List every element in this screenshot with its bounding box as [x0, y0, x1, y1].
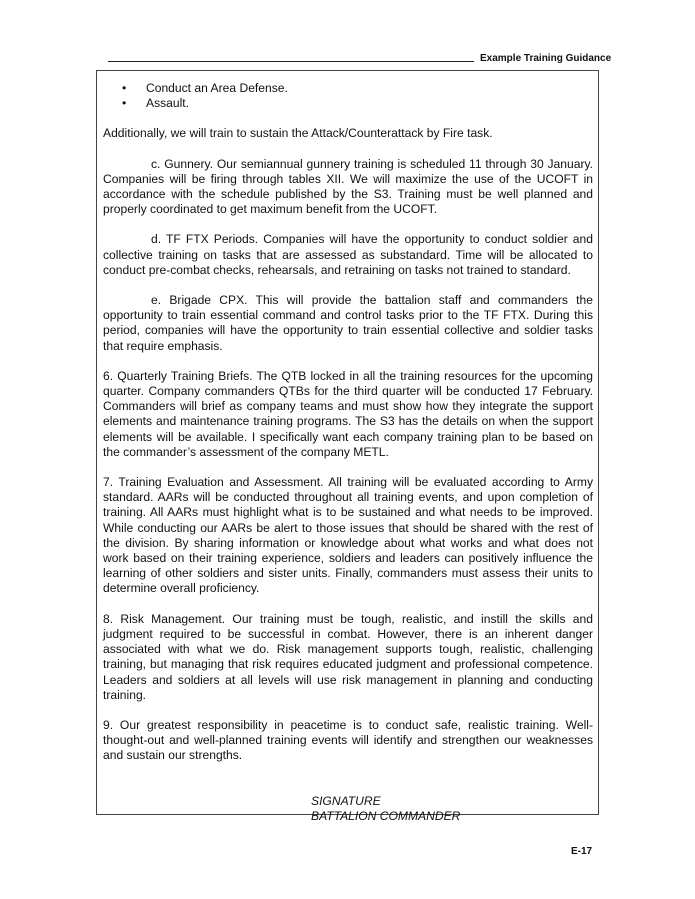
- signature-block: [311, 794, 593, 824]
- signature-title: BATTALION COMMANDER: [311, 808, 461, 823]
- page-number: E-17: [571, 846, 593, 857]
- header-rule: [108, 61, 474, 62]
- cpx-paragraph: e. Brigade CPX. This will provide the battalion staff and commanders the opportunity to train essential command and control tasks prior to the TF FTX. During this period, companies will have the opportunity to train essential collective and soldier tasks that require emphasis.: [103, 293, 593, 353]
- document-body: [103, 81, 593, 824]
- bullet-item: • Conduct an Area Defense.: [103, 81, 593, 96]
- ftx-paragraph: d. TF FTX Periods. Companies will have the opportunity to conduct soldier and collective training on tasks that are assessed as substandard. Time will be allocated to conduct pre-combat checks, rehearsals, and retraining on tasks not trained to standard.: [103, 232, 593, 277]
- qtb-paragraph: 6. Quarterly Training Briefs. The QTB locked in all the training resources for the upcoming quarter. Company commanders QTBs for the third quarter will be conducted 17 February. Commanders will brief as company teams and must show how they integrate the support elements and maintenance training programs. The S3 has the details on when the support elements will be available. I specifically want each company training plan to be based on the commander’s assessment of the company METL.: [103, 368, 593, 459]
- bullet-list: [103, 81, 593, 111]
- gunnery-paragraph: c. Gunnery. Our semiannual gunnery training is scheduled 11 through 30 January. Companies will be firing through tables XII. We will maximize the use of the UCOFT in accordance with the schedule published by the S3. Training must be well planned and properly coordinated to get maximum benefit from the UCOFT.: [103, 156, 593, 217]
- running-header: Example Training Guidance: [480, 53, 612, 64]
- attack-paragraph: Additionally, we will train to sustain the Attack/Counterattack by Fire task.: [103, 126, 493, 141]
- risk-paragraph: 8. Risk Management. Our training must be tough, realistic, and instill the skills and judgment required to be successful in combat. However, there is an inherent danger associated with what we do. Risk management supports tough, realistic, challenging training, but managing that risk requires educated judgment and professional competence. Leaders and soldiers at all levels will use risk management in planning and conducting training.: [103, 611, 593, 702]
- signature-line: SIGNATURE: [311, 793, 381, 808]
- responsibility-paragraph: 9. Our greatest responsibility in peacetime is to conduct safe, realistic training. Well-thought-out and well-planned training events will identify and strengthen our weaknesses and sustain our strengths.: [103, 717, 593, 763]
- evaluation-paragraph: 7. Training Evaluation and Assessment. All training will be evaluated according to Army standard. AARs will be conducted throughout all training events, and upon completion of training. All AARs must highlight what is to be sustained and what needs to be improved. While conducting our AARs be alert to those issues that should be shared with the rest of the division. By sharing information or knowledge about what works and what does not work based on their training experience, soldiers and leaders can positively influence the learning of other soldiers and sister units. Finally, commanders must assess their units to determine overall proficiency.: [103, 475, 593, 596]
- bullet-item: • Assault.: [103, 96, 593, 111]
